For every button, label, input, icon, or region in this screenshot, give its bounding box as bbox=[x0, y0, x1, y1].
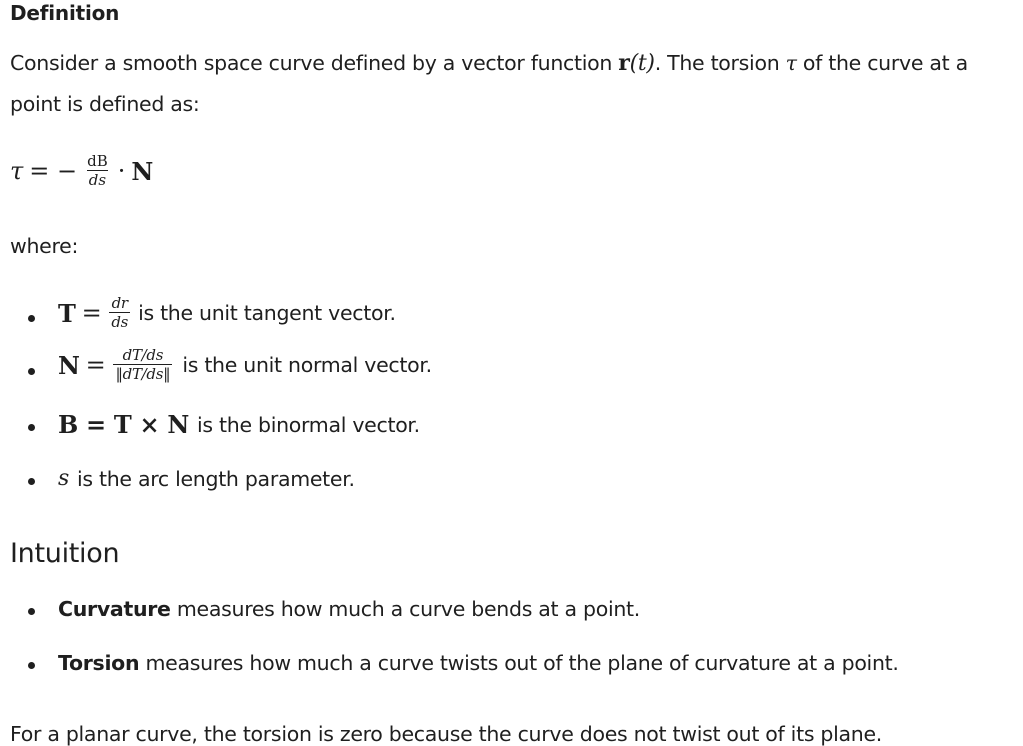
item-text: is the unit tangent vector. bbox=[138, 301, 396, 325]
torsion-formula bbox=[10, 154, 153, 188]
item-text: is the arc length parameter. bbox=[77, 466, 355, 491]
list-item-binormal bbox=[58, 410, 420, 439]
fraction-dT-ds-norm bbox=[113, 348, 172, 382]
formula-numerator: dB bbox=[87, 152, 108, 170]
intro-text-c: of the curve at a bbox=[796, 51, 968, 75]
list-item-tangent bbox=[58, 296, 396, 330]
list-item-arclength bbox=[58, 466, 355, 491]
intro-text-a: Consider a smooth space curve defined by a vector function bbox=[10, 51, 619, 75]
item-text: is the unit normal vector. bbox=[182, 353, 432, 377]
intuition-heading: Intuition bbox=[10, 538, 120, 569]
sym-s: s bbox=[58, 466, 69, 491]
where-label: where: bbox=[10, 234, 79, 258]
term-curvature: Curvature bbox=[58, 597, 171, 621]
term-torsion: Torsion bbox=[58, 651, 140, 675]
expr-B-cross: B = T × N bbox=[58, 410, 190, 439]
formula-eq-minus: = − bbox=[29, 157, 78, 185]
bullet-dot bbox=[28, 315, 35, 322]
definition-heading: Definition bbox=[10, 1, 120, 25]
item-text: measures how much a curve twists out of the plane of curvature at a point. bbox=[139, 651, 899, 675]
list-item-normal bbox=[58, 348, 432, 382]
formula-fraction bbox=[85, 154, 110, 188]
item-text: measures how much a curve bends at a point. bbox=[170, 597, 640, 621]
tau-symbol: τ bbox=[785, 51, 797, 75]
list-item-torsion bbox=[58, 651, 899, 675]
bullet-dot bbox=[28, 368, 35, 375]
bullet-dot bbox=[28, 662, 35, 669]
sym-T: T bbox=[58, 298, 76, 328]
bullet-dot bbox=[28, 424, 35, 431]
sym-N: N bbox=[58, 350, 80, 380]
fraction-dr-ds bbox=[109, 296, 130, 330]
formula-denominator: ds bbox=[88, 171, 107, 189]
closing-paragraph: For a planar curve, the torsion is zero because the curve does not twist out of its plane. bbox=[10, 722, 883, 746]
vector-r: r bbox=[618, 50, 630, 76]
formula-tau: τ bbox=[10, 157, 24, 185]
intro-paragraph-line2: point is defined as: bbox=[10, 92, 200, 116]
eq-sign: = bbox=[85, 351, 106, 379]
bullet-dot bbox=[28, 478, 35, 485]
item-text: is the binormal vector. bbox=[197, 412, 420, 437]
intro-paragraph-line1 bbox=[10, 50, 968, 76]
param-t: (t) bbox=[629, 51, 655, 76]
frac-num: dT/ds bbox=[122, 346, 164, 364]
formula-N: N bbox=[131, 156, 154, 186]
bullet-dot bbox=[28, 608, 35, 615]
list-item-curvature bbox=[58, 597, 640, 621]
frac-den: ds bbox=[111, 313, 129, 331]
frac-num: dr bbox=[111, 294, 128, 312]
formula-dot: · bbox=[117, 157, 126, 185]
intro-text-b: . The torsion bbox=[654, 51, 786, 75]
eq-sign: = bbox=[81, 299, 102, 327]
frac-den: ‖dT/ds‖ bbox=[115, 365, 171, 383]
